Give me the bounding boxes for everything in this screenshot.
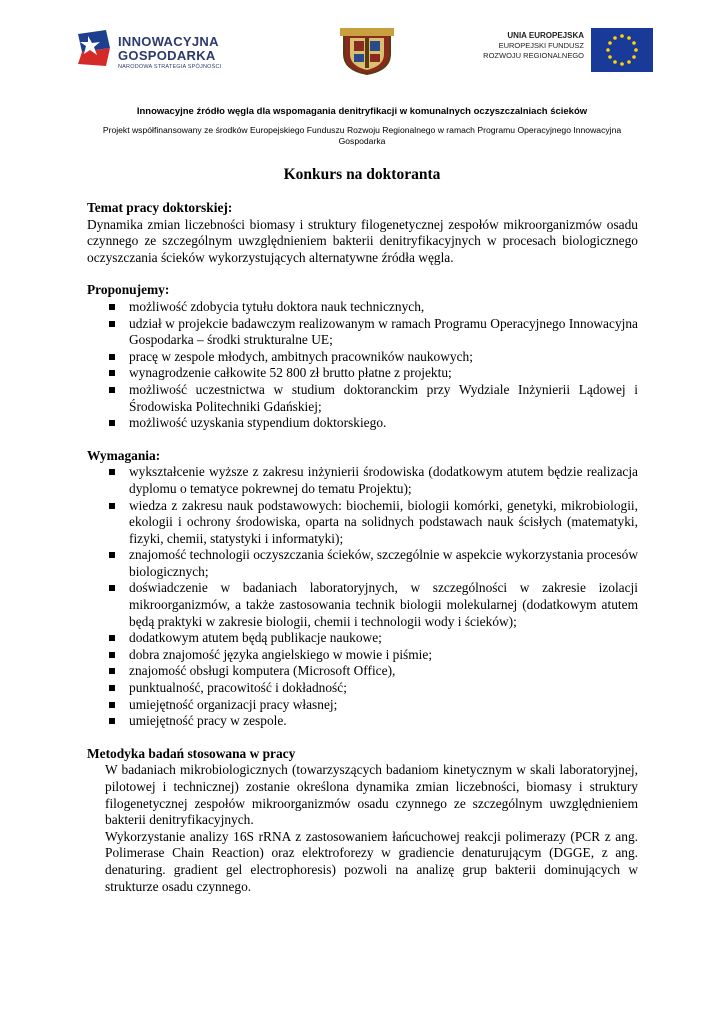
list-item: udział w projekcie badawczym realizowanym w ramach Programu Operacyjnego Innowacyjna Gospodarka – środki strukturalne UE; — [87, 316, 638, 349]
page-title: Konkurs na doktoranta — [283, 166, 441, 183]
ig-title-line1: INNOWACYJNA — [118, 34, 219, 49]
eu-flag-icon — [591, 28, 653, 72]
list-item: umiejętność organizacji pracy własnej; — [87, 697, 638, 714]
list-item: możliwość uzyskania stypendium doktorskiego. — [87, 415, 638, 432]
list-item: wiedza z zakresu nauk podstawowych: biochemii, biologii komórki, genetyki, mikrobiologii, ekologii i ochrony środowiska, oparta na solidnych podstawach nauk ścisłych (matematyki, fizyki, chemii, statystyki i informatyki); — [87, 498, 638, 548]
innowacyjna-gospodarka-logo — [70, 24, 238, 74]
list-item: pracę w zespole młodych, ambitnych pracowników naukowych; — [87, 349, 638, 366]
topic-heading: Temat pracy doktorskiej: — [87, 200, 233, 215]
list-item: umiejętność pracy w zespole. — [87, 713, 638, 730]
eu-logo-text — [470, 30, 584, 61]
methods-heading: Metodyka badań stosowana w pracy — [87, 745, 296, 761]
ig-title-line2: GOSPODARKA — [118, 48, 216, 63]
ig-flag-icon — [76, 28, 112, 68]
list-item: dodatkowym atutem będą publikacje naukowe; — [87, 630, 638, 647]
list-item: wykształcenie wyższe z zakresu inżynierii środowiska (dodatkowym atutem będzie realizacja dyplomu o tematyce pokrewnej do tematu Projektu); — [87, 464, 638, 497]
eu-line3: ROZWOJU REGIONALNEGO — [483, 51, 584, 60]
list-item: możliwość zdobycia tytułu doktora nauk technicznych, — [87, 299, 638, 316]
list-item: znajomość obsługi komputera (Microsoft Office), — [87, 663, 638, 680]
project-title: Innowacyjne źródło węgla dla wspomagania denitryfikacji w komunalnych oczyszczalniach ścieków — [136, 106, 588, 117]
offer-heading: Proponujemy: — [87, 282, 170, 298]
list-item: znajomość technologii oczyszczania ścieków, szczególnie w aspekcie wykorzystania procesów biologicznych; — [87, 547, 638, 580]
offer-list — [87, 299, 638, 432]
list-item: doświadczenie w badaniach laboratoryjnych, w szczególności w zakresie izolacji mikroorganizmów, a także zastosowania technik biologii molekularnej (dodatkowym atutem będą praktyki w zakresie biologii, chemii i technologii wody i ścieków); — [87, 580, 638, 630]
list-item: wynagrodzenie całkowite 52 800 zł brutto płatne z projektu; — [87, 365, 638, 382]
list-item: punktualność, pracowitość i dokładność; — [87, 680, 638, 697]
document-body — [87, 200, 638, 895]
list-item: możliwość uczestnictwa w studium doktoranckim przy Wydziale Inżynierii Lądowej i Środowiska Politechniki Gdańskiej; — [87, 382, 638, 415]
ig-subtitle: NARODOWA STRATEGIA SPÓJNOŚCI — [118, 64, 222, 70]
eu-line1: UNIA EUROPEJSKA — [507, 31, 584, 40]
methods-paragraph-1: W badaniach mikrobiologicznych (towarzyszących badaniom kinetycznym w skali laboratoryjnej, pilotowej i technicznej) zostanie określona dynamika zmian liczebności, biomasy i struktury filogenetycznej zespołów mikroorganizmów osadu czynnego ze szczególnym uwzględnieniem bakterii denitryfikacyjnych. — [105, 762, 638, 828]
eu-line2: EUROPEJSKI FUNDUSZ — [498, 41, 584, 50]
methods-paragraph-2: Wykorzystanie analizy 16S rRNA z zastosowaniem łańcuchowej reakcji polimerazy (PCR z ang. Polimerase Chain Reaction) oraz elektroforezy w gradiencie denaturującym (DGGE, z ang. denaturing. gradient gel electrophoresis) pozwoli na analizę grup bakterii dominujących w strukturze osadu czynnego. — [105, 828, 638, 894]
university-crest-icon — [340, 26, 394, 76]
requirements-list — [87, 464, 638, 730]
topic-text: Dynamika zmian liczebności biomasy i struktury filogenetycznej zespołów mikroorganizmów osadu czynnego ze szczególnym uwzględnieniem bakterii denitryfikacyjnych w procesach biologicznego oczyszczania ścieków wykorzystujących alternatywne źródła węgla. — [87, 216, 638, 265]
requirements-heading: Wymagania: — [87, 447, 161, 463]
project-funding: Projekt współfinansowany ze środków Europejskiego Funduszu Rozwoju Regionalnego w ramach Programu Operacyjnego Innowacyjna Gospodarka — [102, 125, 622, 146]
list-item: dobra znajomość języka angielskiego w mowie i piśmie; — [87, 647, 638, 664]
